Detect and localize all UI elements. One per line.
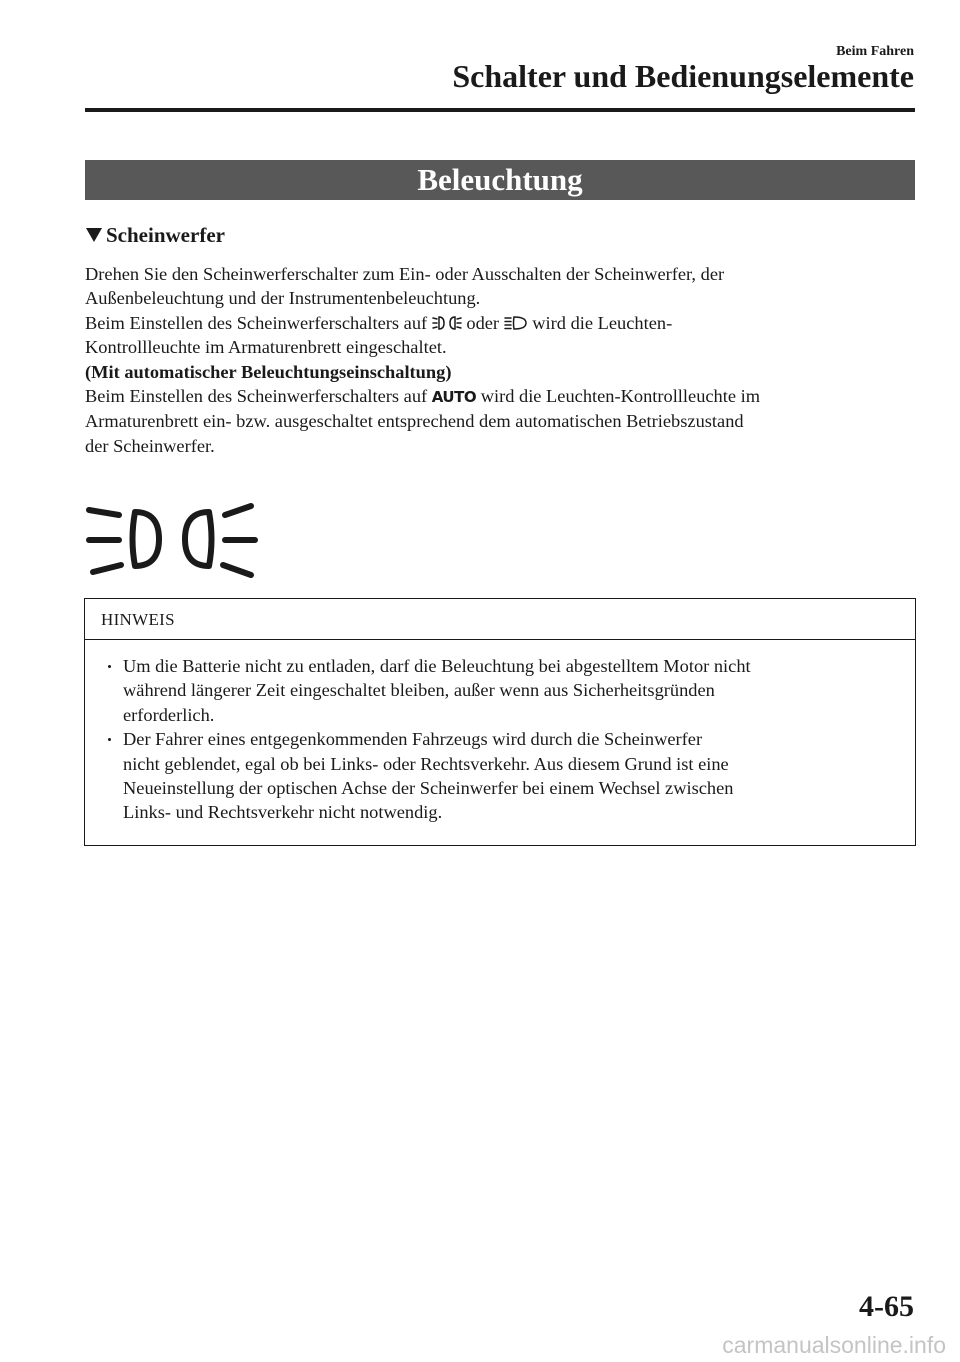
headlight-icon <box>504 315 528 331</box>
header-divider <box>85 108 915 112</box>
body-line: Drehen Sie den Scheinwerferschalter zum Ein- oder Ausschalten der Scheinwerfer, der <box>85 264 725 284</box>
note-box <box>84 598 916 846</box>
note-title: HINWEIS <box>85 599 915 640</box>
watermark-text: carmanualsonline.info <box>722 1332 946 1358</box>
note-item-text: Um die Batterie nicht zu entladen, darf die Beleuchtung bei abgestelltem Motor nicht während längerer Zeit eingeschaltet bleiben, außer wenn aus Sicherheitsgründen erforderlich. <box>123 656 751 725</box>
section-title: Beim Fahren <box>836 44 914 59</box>
body-text <box>85 262 920 458</box>
triangle-bullet-icon <box>85 227 103 243</box>
page-number: 4-65 <box>859 1290 914 1323</box>
note-list <box>85 640 915 825</box>
light-indicator-icon <box>85 498 260 580</box>
body-line: Kontrollleuchte im Armaturenbrett eingeschaltet. <box>85 337 447 358</box>
note-item-text: Der Fahrer eines entgegenkommenden Fahrzeugs wird durch die Scheinwerfer nicht geblendet, egal ob bei Links- oder Rechtsverkehr. Aus diesem Grund ist eine Neueinstellung der optischen Achse der Scheinwerfer bei einem Wechsel zwischen Links- und Rechtsverkehr nicht notwendig. <box>123 729 734 823</box>
body-text-fragment: wird die Leuchten- <box>532 312 673 333</box>
body-line <box>85 384 920 409</box>
body-line: der Scheinwerfer. <box>85 435 215 456</box>
body-text-fragment: wird die Leuchten-Kontrollleuchte im <box>480 386 761 407</box>
section-banner: Beleuchtung <box>85 160 915 200</box>
note-item <box>123 727 901 825</box>
auto-label: AUTO <box>431 388 477 407</box>
chapter-title: Schalter und Bedienungselemente <box>452 58 914 94</box>
auto-heading: (Mit automatischer Beleuchtungseinschaltung) <box>85 361 452 382</box>
body-text-fragment: oder <box>466 312 500 333</box>
body-line: Armaturenbrett ein- bzw. ausgeschaltet entsprechend dem automatischen Betriebszustand <box>85 411 744 432</box>
body-text-fragment: Beim Einstellen des Scheinwerferschalters auf <box>85 386 428 407</box>
body-text-fragment: Beim Einstellen des Scheinwerferschalters auf <box>85 312 428 333</box>
parking-light-icon <box>432 315 462 331</box>
body-line: Außenbeleuchtung und der Instrumentenbeleuchtung. <box>85 288 481 309</box>
subsection-heading <box>85 223 225 248</box>
subsection-title: Scheinwerfer <box>106 223 225 247</box>
body-line <box>85 311 920 335</box>
note-item <box>123 654 901 727</box>
